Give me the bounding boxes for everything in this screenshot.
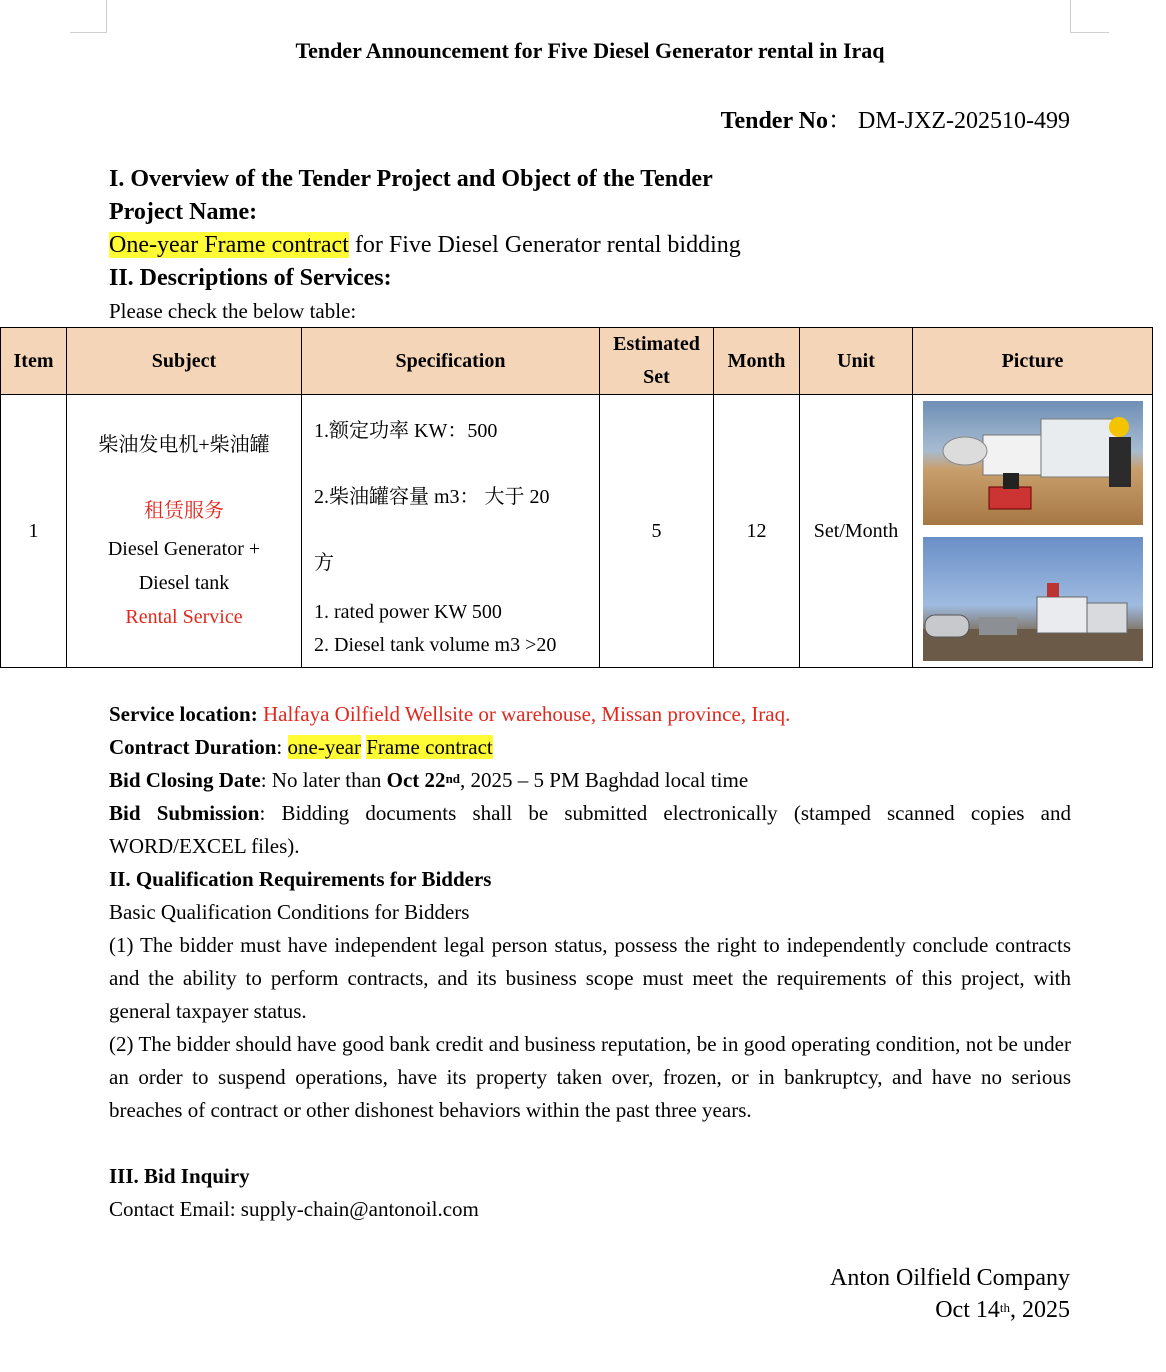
bid-submission: Bid Submission: Bidding documents shall be submitted electronically (stamped scanned copies and WORD/EXCEL files). xyxy=(109,801,1071,858)
table-header-row xyxy=(1,328,1153,395)
subject-cn-2: 租赁服务 xyxy=(144,500,224,522)
header-unit: Unit xyxy=(800,328,913,395)
qualification-item-1: (1) The bidder must have independent legal person status, possess the right to independently conclude contracts and the ability to perform contracts, and its business scope must meet the requirements of this project, with general taxpayer status. xyxy=(109,933,1071,1023)
service-location-value: Halfaya Oilfield Wellsite or warehouse, Missan province, Iraq. xyxy=(257,702,791,726)
header-subject: Subject xyxy=(67,328,302,395)
header-estimated-set: Estimated Set xyxy=(600,328,714,395)
company-name: Anton Oilfield Company xyxy=(830,1265,1070,1291)
services-table xyxy=(0,327,1153,668)
spec-cn-3: 方 xyxy=(314,552,334,574)
subject-en-3: Rental Service xyxy=(125,606,243,628)
overview-section xyxy=(109,163,1071,328)
contract-duration: Contract Duration: one-year Frame contract xyxy=(109,735,493,759)
qualification-subheading: Basic Qualification Conditions for Bidders xyxy=(109,900,470,924)
section-2-heading: II. Descriptions of Services: xyxy=(109,265,392,291)
spec-cn-2: 2.柴油罐容量 m3： 大于 20 xyxy=(314,486,550,508)
tender-number: Tender No： DM-JXZ-202510-499 xyxy=(720,108,1070,134)
tender-number-value: DM-JXZ-202510-499 xyxy=(858,108,1070,134)
bid-inquiry-heading: III. Bid Inquiry xyxy=(109,1164,250,1188)
header-specification: Specification xyxy=(302,328,600,395)
cell-specification xyxy=(302,395,600,668)
spec-en-1: 1. rated power KW 500 xyxy=(314,601,502,623)
details-section xyxy=(109,698,1071,1226)
header-picture: Picture xyxy=(913,328,1153,395)
crop-mark-right xyxy=(1070,0,1109,33)
spec-en-2: 2. Diesel tank volume m3 >20 xyxy=(314,634,557,656)
section-1-heading: I. Overview of the Tender Project and Object of the Tender xyxy=(109,166,713,192)
project-name-label: Project Name: xyxy=(109,199,258,225)
signature-block xyxy=(830,1262,1070,1326)
qualification-heading: II. Qualification Requirements for Bidders xyxy=(109,867,492,891)
table-intro: Please check the below table: xyxy=(109,299,357,323)
qualification-item-2: (2) The bidder should have good bank credit and business reputation, be in good operating condition, not be under an order to suspend operations, have its property taken over, frozen, or in bankruptcy, and have no serious breaches of contract or other dishonest behaviors within the past three years. xyxy=(109,1032,1071,1122)
tender-number-label: Tender No xyxy=(720,108,829,134)
cell-unit: Set/Month xyxy=(800,395,913,668)
subject-en-2: Diesel tank xyxy=(138,572,230,594)
header-month: Month xyxy=(714,328,800,395)
bid-closing-date: Bid Closing Date: No later than Oct 22nd, 2025 – 5 PM Baghdad local time xyxy=(109,768,749,792)
spec-cn-1: 1.额定功率 KW：500 xyxy=(314,420,498,442)
generator-photo-2 xyxy=(923,537,1143,661)
contact-email: Contact Email: supply-chain@antonoil.com xyxy=(109,1197,479,1221)
subject-en-1: Diesel Generator + xyxy=(107,538,261,560)
cell-item: 1 xyxy=(1,395,67,668)
header-item: Item xyxy=(1,328,67,395)
document-title: Tender Announcement for Five Diesel Generator rental in Iraq xyxy=(295,38,885,63)
signature-date: Oct 14th, 2025 xyxy=(935,1297,1070,1323)
cell-picture xyxy=(913,395,1153,668)
crop-mark-left xyxy=(70,0,107,33)
project-name-highlight: One-year Frame contract xyxy=(109,232,349,258)
project-name: One-year Frame contract for Five Diesel Generator rental bidding xyxy=(109,232,741,258)
service-location: Service location: Halfaya Oilfield Wellsite or warehouse, Missan province, Iraq. xyxy=(109,702,791,726)
cell-estimated-set: 5 xyxy=(600,395,714,668)
cell-month: 12 xyxy=(714,395,800,668)
subject-cn-1: 柴油发电机+柴油罐 xyxy=(98,434,270,456)
generator-photo-1 xyxy=(923,401,1143,525)
cell-subject xyxy=(67,395,302,668)
table-row xyxy=(1,395,1153,668)
